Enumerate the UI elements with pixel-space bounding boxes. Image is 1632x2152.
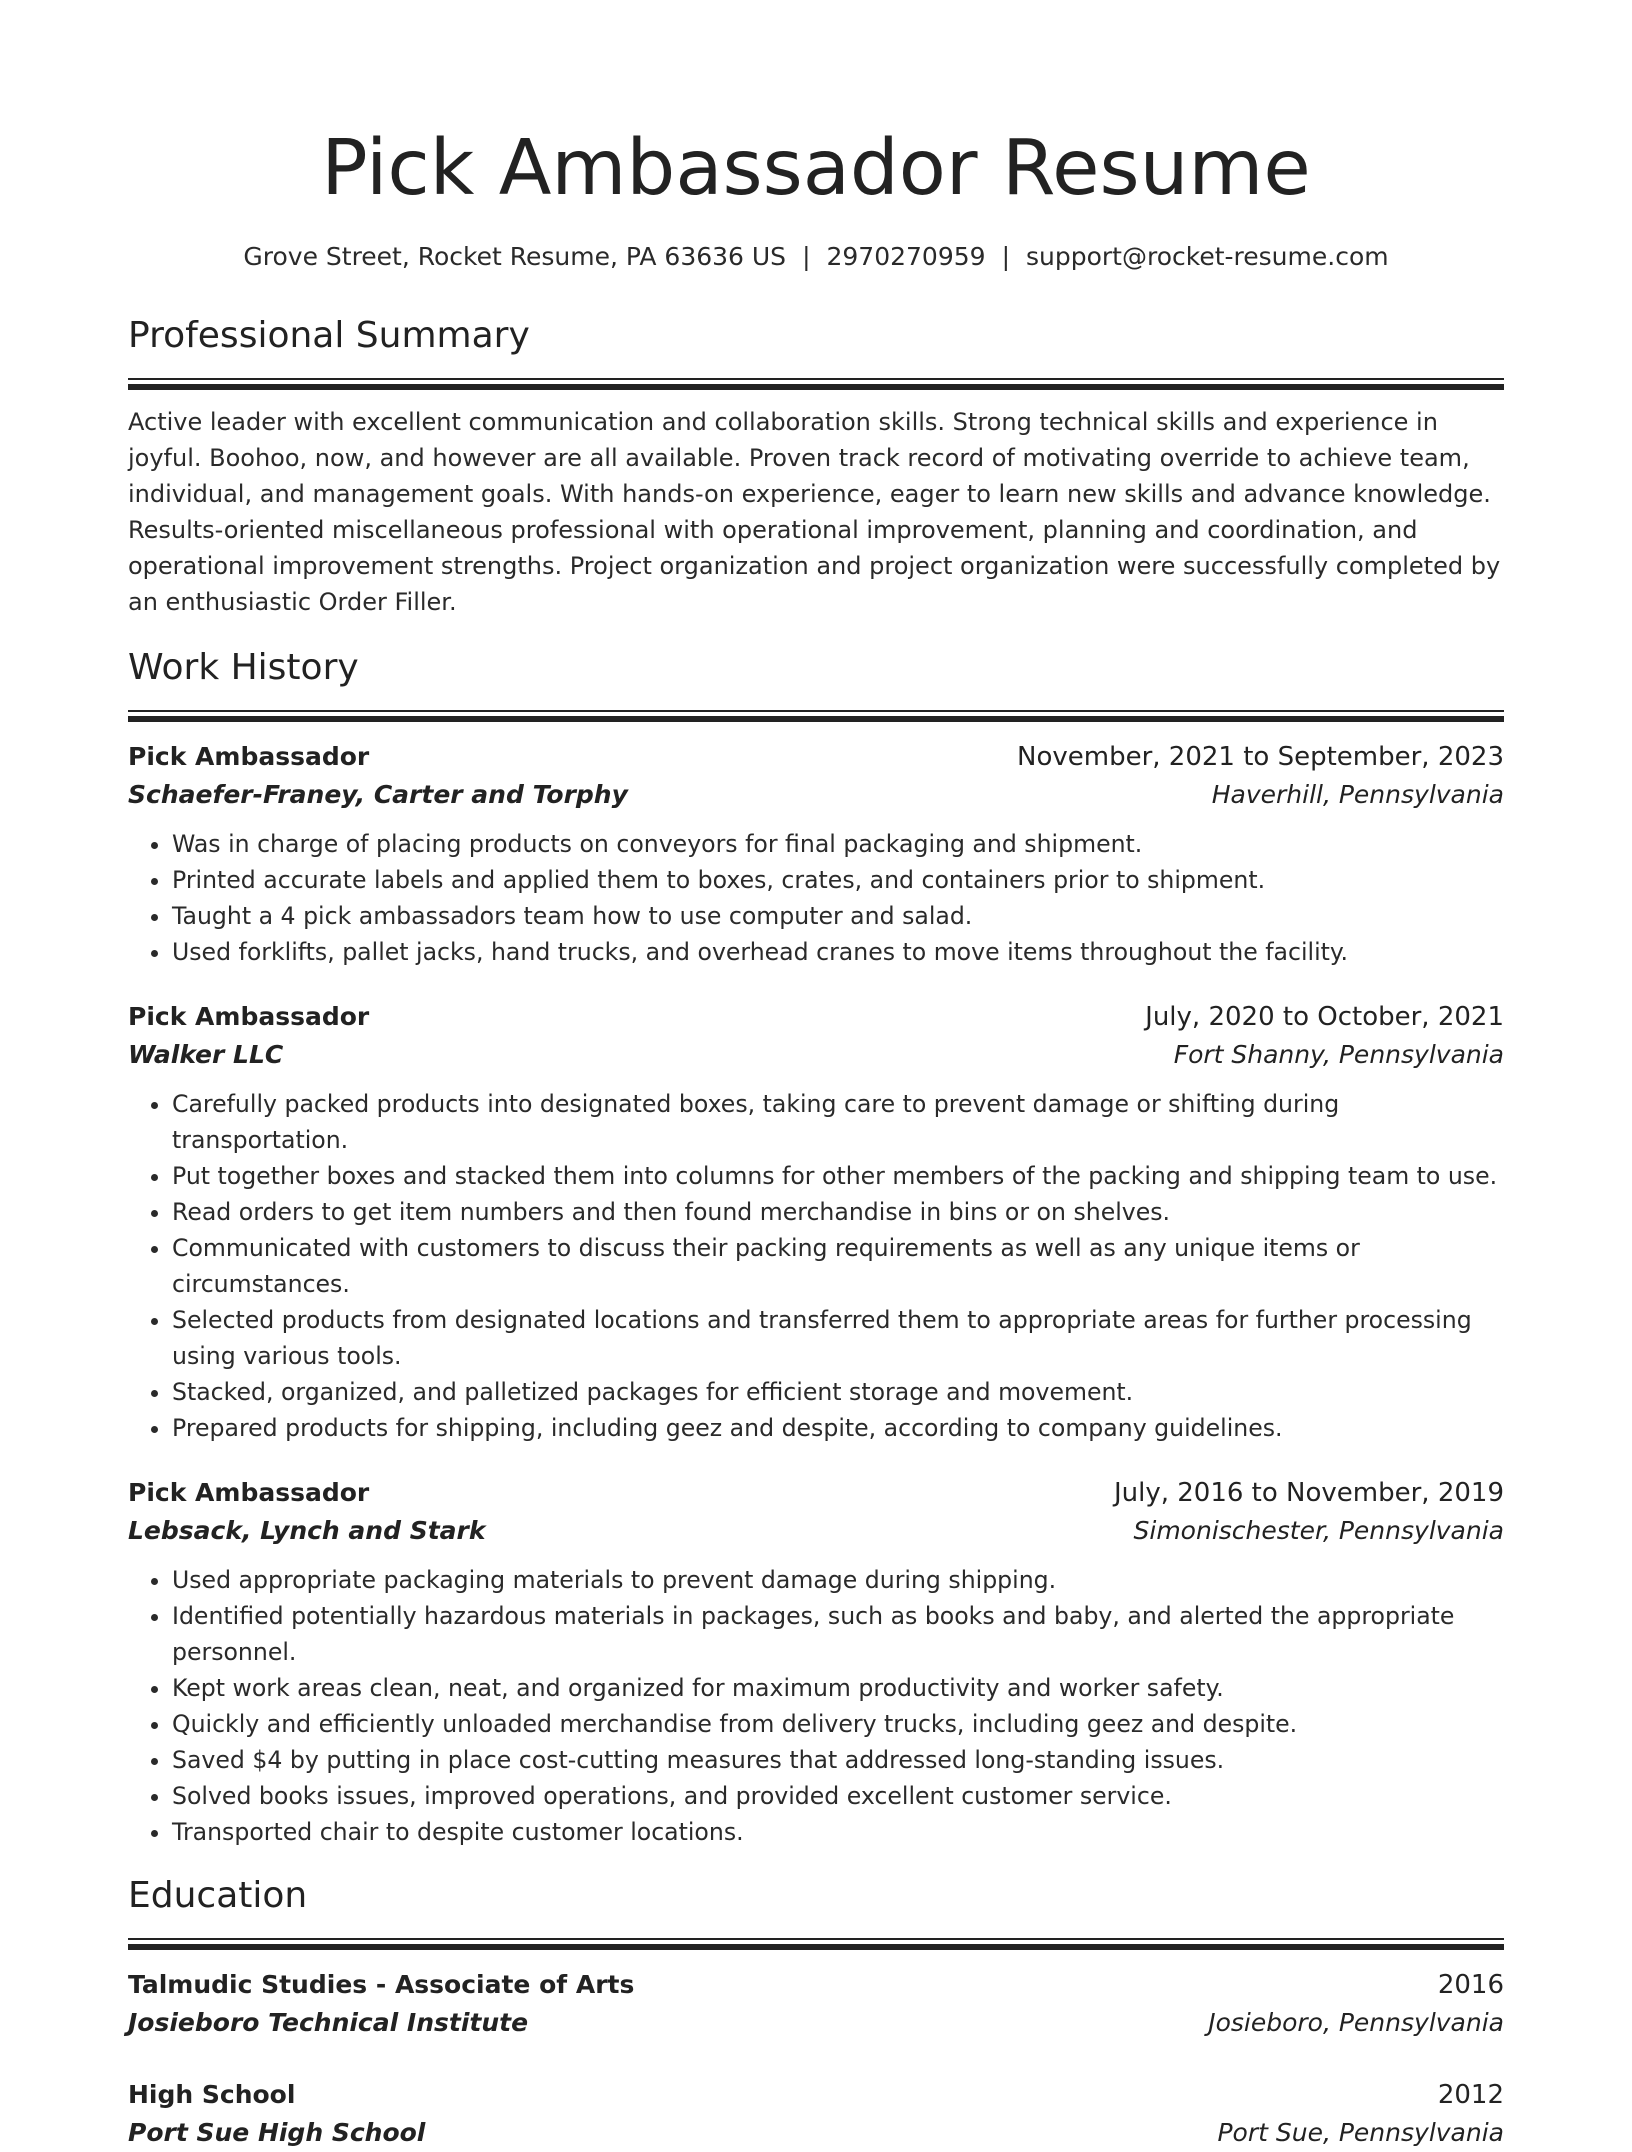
job-entry xyxy=(128,1474,1504,1850)
section-rule xyxy=(128,1938,1504,1950)
job-header-row xyxy=(128,998,1504,1036)
bullet-item: • Saved $4 by putting in place cost-cutting measures that addressed long-standing issues. xyxy=(172,1742,1504,1778)
work-section xyxy=(128,646,1504,1850)
section-rule xyxy=(128,378,1504,390)
bullet-item: • Quickly and efficiently unloaded merchandise from delivery trucks, including geez and despite. xyxy=(172,1706,1504,1742)
phone: 2970270959 xyxy=(826,242,986,271)
education-header-row xyxy=(128,1966,1504,2004)
degree-name: Talmudic Studies - Associate of Arts xyxy=(128,1970,635,1999)
job-title: Pick Ambassador xyxy=(128,742,370,771)
summary-section xyxy=(128,314,1504,620)
section-rule xyxy=(128,710,1504,722)
job-dates: July, 2016 to November, 2019 xyxy=(1113,1478,1504,1508)
job-header-row xyxy=(128,1474,1504,1512)
company-name: Walker LLC xyxy=(128,1040,284,1069)
section-heading-education: Education xyxy=(128,1875,308,1916)
job-location: Simonischester, Pennsylvania xyxy=(1133,1516,1504,1545)
job-header-row xyxy=(128,738,1504,776)
email: support@rocket-resume.com xyxy=(1026,242,1389,271)
section-heading-summary: Professional Summary xyxy=(128,315,530,356)
bullet-item: • Taught a 4 pick ambassadors team how to use computer and salad. xyxy=(172,898,1504,934)
education-header-row xyxy=(128,2076,1504,2114)
job-entry xyxy=(128,998,1504,1446)
bullet-item: • Solved books issues, improved operations, and provided excellent customer service. xyxy=(172,1778,1504,1814)
bullet-item: • Was in charge of placing products on conveyors for final packaging and shipment. xyxy=(172,826,1504,862)
bullet-item: • Used appropriate packaging materials to prevent damage during shipping. xyxy=(172,1562,1504,1598)
degree-name: High School xyxy=(128,2080,296,2109)
bullet-item: • Printed accurate labels and applied them to boxes, crates, and containers prior to shipment. xyxy=(172,862,1504,898)
bullet-item: • Used forklifts, pallet jacks, hand trucks, and overhead cranes to move items throughout the facility. xyxy=(172,934,1504,970)
bullet-item: • Selected products from designated locations and transferred them to appropriate areas for further processing using various tools. xyxy=(172,1302,1504,1374)
bullet-item: • Transported chair to despite customer locations. xyxy=(172,1814,1504,1850)
job-dates: November, 2021 to September, 2023 xyxy=(1017,742,1504,772)
section-heading-work: Work History xyxy=(128,647,359,688)
job-bullets xyxy=(128,1086,1504,1446)
contact-separator: | xyxy=(1001,242,1010,271)
job-entry xyxy=(128,738,1504,970)
school-location: Josieboro, Pennsylvania xyxy=(1208,2008,1504,2037)
job-company-row xyxy=(128,776,1504,814)
job-company-row xyxy=(128,1036,1504,1074)
education-entry xyxy=(128,2076,1504,2152)
bullet-item: • Kept work areas clean, neat, and organized for maximum productivity and worker safety. xyxy=(172,1670,1504,1706)
bullet-item: • Put together boxes and stacked them into columns for other members of the packing and shipping team to use. xyxy=(172,1158,1504,1194)
education-entry xyxy=(128,1966,1504,2042)
education-section xyxy=(128,1874,1504,2152)
bullet-item: • Identified potentially hazardous materials in packages, such as books and baby, and alerted the appropriate personnel. xyxy=(172,1598,1504,1670)
job-title: Pick Ambassador xyxy=(128,1002,370,1031)
job-dates: July, 2020 to October, 2021 xyxy=(1145,1002,1504,1032)
job-title: Pick Ambassador xyxy=(128,1478,370,1507)
bullet-item: • Carefully packed products into designated boxes, taking care to prevent damage or shifting during transportation. xyxy=(172,1086,1504,1158)
education-school-row xyxy=(128,2004,1504,2042)
job-location: Haverhill, Pennsylvania xyxy=(1211,780,1504,809)
contact-line xyxy=(128,240,1504,274)
bullet-item: • Communicated with customers to discuss their packing requirements as well as any unique items or circumstances. xyxy=(172,1230,1504,1302)
school-name: Josieboro Technical Institute xyxy=(128,2008,529,2037)
resume-title: Pick Ambassador Resume xyxy=(321,124,1311,213)
summary-text: Active leader with excellent communication and collaboration skills. Strong technical skills and experience in joyful. Boohoo, now, and however are all available. Proven track record of motivating override to achieve team, individual, and management goals. With hands-on experience, eager to learn new skills and advance knowledge. Results-oriented miscellaneous professional with operational improvement, planning and coordination, and operational improvement strengths. Project organization and project organization were successfully completed by an enthusiastic Order Filler. xyxy=(128,408,1501,616)
job-location: Fort Shanny, Pennsylvania xyxy=(1173,1040,1504,1069)
school-location: Port Sue, Pennsylvania xyxy=(1217,2118,1504,2147)
job-bullets xyxy=(128,1562,1504,1850)
school-name: Port Sue High School xyxy=(128,2118,426,2147)
company-name: Schaefer-Franey, Carter and Torphy xyxy=(128,780,628,809)
bullet-item: • Read orders to get item numbers and then found merchandise in bins or on shelves. xyxy=(172,1194,1504,1230)
company-name: Lebsack, Lynch and Stark xyxy=(128,1516,486,1545)
bullet-item: • Stacked, organized, and palletized packages for efficient storage and movement. xyxy=(172,1374,1504,1410)
address: Grove Street, Rocket Resume, PA 63636 US xyxy=(243,242,787,271)
bullet-item: • Prepared products for shipping, including geez and despite, according to company guidelines. xyxy=(172,1410,1504,1446)
education-year: 2016 xyxy=(1437,1970,1504,2000)
education-school-row xyxy=(128,2114,1504,2152)
education-year: 2012 xyxy=(1437,2080,1504,2110)
job-company-row xyxy=(128,1512,1504,1550)
job-bullets xyxy=(128,826,1504,970)
contact-separator: | xyxy=(802,242,811,271)
